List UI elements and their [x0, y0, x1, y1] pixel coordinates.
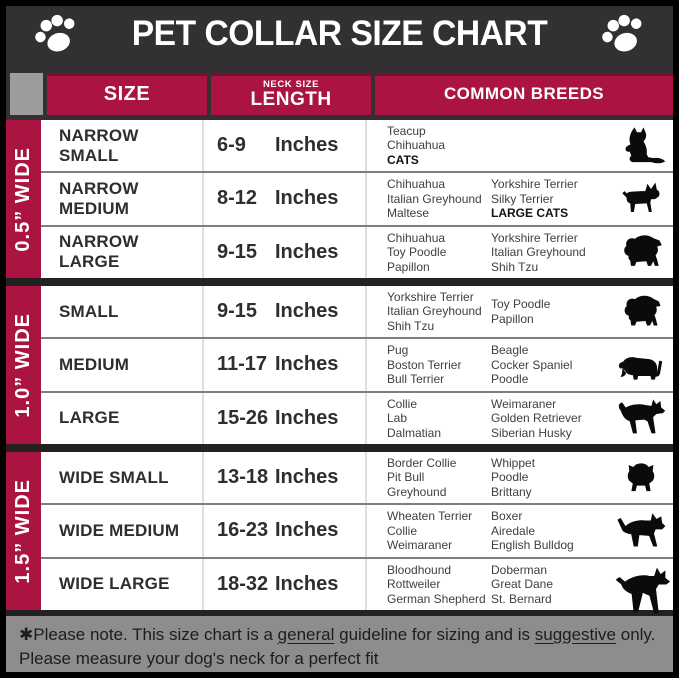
breed: Toy Poodle — [491, 297, 551, 312]
breed: St. Bernard — [491, 591, 552, 606]
breed: Siberian Husky — [491, 425, 572, 440]
width-band-15 — [6, 452, 41, 610]
underlined-word: suggestive — [534, 625, 617, 644]
breeds-col-b — [491, 231, 609, 275]
breed: Beagle — [491, 343, 529, 358]
length-unit: Inches — [275, 466, 339, 489]
breeds-col-a — [387, 177, 491, 221]
breed: Italian Greyhound — [387, 304, 482, 319]
size-cell — [41, 393, 204, 444]
breed: Bloodhound — [387, 562, 452, 577]
breed: CATS — [387, 152, 419, 167]
width-group-05 — [6, 120, 673, 278]
length-unit: Inches — [275, 134, 339, 157]
breeds-cell — [367, 393, 673, 444]
breeds-col-b — [491, 397, 609, 441]
length-cell — [204, 505, 367, 556]
breed: Border Collie — [387, 455, 457, 470]
chart-inner — [6, 6, 673, 672]
breeds-col-b — [491, 563, 609, 607]
note-line-1: ✱Please note. This size chart is a general guideline for sizing and is suggestive only. — [19, 625, 656, 644]
breed: Chihuahua — [387, 138, 446, 153]
table-row — [41, 339, 673, 392]
doberman-icon — [609, 562, 673, 606]
breeds-cell — [367, 120, 673, 171]
column-header-row — [6, 62, 673, 120]
breeds-col-a — [387, 124, 491, 168]
breed: Yorkshire Terrier — [491, 177, 578, 192]
size-value: SMALL — [59, 301, 119, 321]
breed: Greyhound — [387, 484, 447, 499]
breeds-cell — [367, 559, 673, 610]
size-cell — [41, 452, 204, 503]
breed: Maltese — [387, 206, 430, 221]
footer-note — [6, 616, 673, 672]
breeds-cell — [367, 286, 673, 337]
size-value: LARGE — [59, 408, 120, 428]
length-cell — [204, 339, 367, 390]
breed: English Bulldog — [491, 538, 574, 553]
breed: Papillon — [387, 259, 430, 274]
breed: Weimaraner — [491, 396, 557, 411]
group-rows — [41, 286, 673, 444]
cat-icon — [609, 125, 673, 167]
table-row — [41, 393, 673, 444]
note-line-2: Please measure your dog's neck for a perfect fit — [19, 649, 379, 668]
breed: Papillon — [491, 311, 534, 326]
length-unit: Inches — [275, 187, 339, 210]
breeds-cell — [367, 227, 673, 278]
breed: Weimaraner — [387, 538, 453, 553]
breeds-col-a — [387, 290, 491, 334]
breed: Lab — [387, 411, 408, 426]
breeds-col-a — [387, 509, 491, 553]
breeds-header-label: COMMON BREEDS — [443, 84, 605, 103]
breed: Collie — [387, 523, 418, 538]
breed: Whippet — [491, 455, 536, 470]
size-cell — [41, 505, 204, 556]
length-range: 9-15 — [217, 300, 258, 323]
length-range: 9-15 — [217, 240, 258, 263]
length-cell — [204, 452, 367, 503]
size-value: WIDE SMALL — [59, 467, 169, 487]
breed: Collie — [387, 396, 418, 411]
breed: Teacup — [387, 123, 426, 138]
breeds-col-a — [387, 231, 491, 275]
length-cell — [204, 286, 367, 337]
pomeranian-icon — [609, 292, 673, 332]
size-value: WIDE LARGE — [59, 574, 170, 594]
beagle-icon — [609, 346, 673, 384]
length-range: 13-18 — [217, 466, 269, 489]
length-range: 15-26 — [217, 406, 269, 429]
size-value: NARROW LARGE — [59, 232, 139, 272]
size-value: MEDIUM — [59, 354, 130, 374]
table-row — [41, 173, 673, 226]
shih-tzu-icon — [609, 232, 673, 272]
bulldog-icon — [609, 458, 673, 498]
breed: Italian Greyhound — [387, 191, 482, 206]
breeds-cell — [367, 339, 673, 390]
size-value: WIDE MEDIUM — [59, 520, 180, 540]
size-cell — [41, 120, 204, 171]
breed: Yorkshire Terrier — [387, 289, 474, 304]
breed: Chihuahua — [387, 177, 446, 192]
column-header-length — [211, 73, 371, 115]
breed: Shih Tzu — [387, 318, 435, 333]
breed: Chihuahua — [387, 230, 446, 245]
breeds-col-a — [387, 456, 491, 500]
breeds-col-b — [491, 297, 609, 326]
size-cell — [41, 559, 204, 610]
breeds-cell — [367, 505, 673, 556]
length-unit: Inches — [275, 353, 339, 376]
length-cell — [204, 120, 367, 171]
breeds-col-b — [491, 177, 609, 221]
length-range: 11-17 — [217, 353, 268, 376]
column-header-size — [47, 73, 207, 115]
breeds-col-b — [491, 343, 609, 387]
breed: Poodle — [491, 372, 529, 387]
breed: Brittany — [491, 484, 532, 499]
length-unit: Inches — [275, 406, 339, 429]
table-row — [41, 452, 673, 505]
length-cell — [204, 173, 367, 224]
length-range: 8-12 — [217, 187, 258, 210]
chihuahua-icon — [609, 180, 673, 218]
column-header-breeds — [375, 73, 673, 115]
table-row — [41, 120, 673, 173]
breeds-col-b — [491, 456, 609, 500]
table-row — [41, 227, 673, 278]
page-title: PET COLLAR SIZE CHART — [131, 14, 548, 53]
width-band-05 — [6, 120, 41, 278]
breed: LARGE CATS — [491, 206, 569, 221]
size-header-label: SIZE — [103, 82, 151, 105]
breed: Dalmatian — [387, 425, 442, 440]
breeds-cell — [367, 173, 673, 224]
group-rows — [41, 452, 673, 610]
length-range: 18-32 — [217, 572, 269, 595]
width-band-label: 1.0” WIDE — [12, 312, 34, 418]
length-label: LENGTH — [250, 88, 332, 110]
length-range: 6-9 — [217, 134, 246, 157]
size-value: NARROW SMALL — [59, 125, 139, 165]
length-cell — [204, 559, 367, 610]
underlined-word: general — [277, 625, 335, 644]
size-cell — [41, 339, 204, 390]
title-bar — [6, 6, 673, 62]
neck-size-label: NECK SIZE — [262, 78, 320, 90]
group-separator — [6, 278, 673, 286]
size-value: NARROW MEDIUM — [59, 178, 139, 218]
width-group-10 — [6, 286, 673, 444]
breeds-col-a — [387, 397, 491, 441]
breed: Bull Terrier — [387, 372, 445, 387]
breed: Cocker Spaniel — [491, 357, 573, 372]
paw-icon — [30, 13, 82, 55]
breed: Boxer — [491, 509, 523, 524]
breed: Doberman — [491, 562, 548, 577]
breed: Italian Greyhound — [491, 245, 586, 260]
shepherd-icon — [609, 397, 673, 439]
size-cell — [41, 227, 204, 278]
breeds-col-b — [491, 509, 609, 553]
breed: Poodle — [491, 470, 529, 485]
width-band-label: 0.5” WIDE — [12, 146, 34, 252]
breed: Boston Terrier — [387, 357, 462, 372]
breed: Rottweiler — [387, 577, 441, 592]
group-rows — [41, 120, 673, 278]
length-cell — [204, 393, 367, 444]
breed: Shih Tzu — [491, 259, 539, 274]
breed: Pug — [387, 343, 409, 358]
width-band-label: 1.5” WIDE — [12, 478, 34, 584]
width-band-10 — [6, 286, 41, 444]
breed: German Shepherd — [387, 591, 486, 606]
breed: Wheaten Terrier — [387, 509, 473, 524]
breeds-cell — [367, 452, 673, 503]
width-group-15 — [6, 452, 673, 610]
breed: Golden Retriever — [491, 411, 582, 426]
length-unit: Inches — [275, 240, 339, 263]
breed: Airedale — [491, 523, 536, 538]
size-cell — [41, 173, 204, 224]
paw-icon — [597, 13, 649, 55]
breed: Pit Bull — [387, 470, 425, 485]
table-row — [41, 286, 673, 339]
breed: Silky Terrier — [491, 191, 554, 206]
breed: Toy Poodle — [387, 245, 447, 260]
length-cell — [204, 227, 367, 278]
table-row — [41, 505, 673, 558]
table-row — [41, 559, 673, 610]
length-unit: Inches — [275, 519, 339, 542]
length-range: 16-23 — [217, 519, 269, 542]
size-cell — [41, 286, 204, 337]
breed: Great Dane — [491, 577, 554, 592]
breeds-col-a — [387, 343, 491, 387]
length-unit: Inches — [275, 300, 339, 323]
corner-spacer — [10, 73, 43, 115]
group-separator — [6, 444, 673, 452]
pit-bull-icon — [609, 509, 673, 553]
breeds-col-a — [387, 563, 491, 607]
length-unit: Inches — [275, 572, 339, 595]
breed: Yorkshire Terrier — [491, 230, 578, 245]
